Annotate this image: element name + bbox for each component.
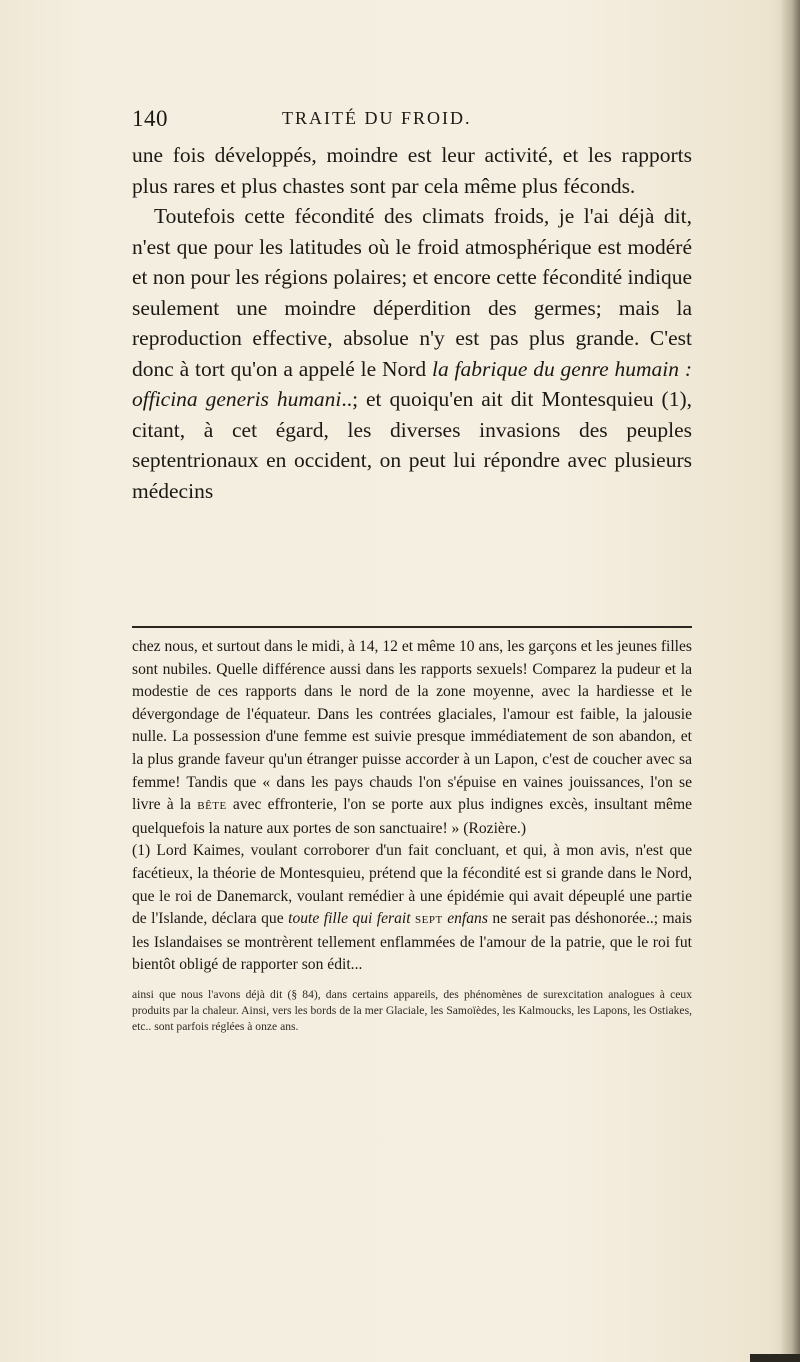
- paragraph-2-text-b: ..; et quoiqu'en ait dit Montesquieu (1), citant, à cet égard, les diverses invasions des peuples septentrionaux en occident, on peut lui répondre avec plusieurs médecins: [132, 387, 692, 503]
- footnote-1-text-b: ne serait pas déshonorée..; mais les Islandaises se montrèrent tellement enflammées de l'amour de la patrie, que le roi fut bientôt obligé de rapporter son édit...: [132, 910, 693, 974]
- footnote-small-caps-bete: BÊTE: [197, 800, 227, 813]
- paragraph-2-text-a: Toutefois cette fécondité des climats froids, je l'ai déjà dit, n'est que pour les latitudes où le froid atmosphérique est modéré et non pour les régions polaires; et encore cette fécondité indique seulement une moindre déperdition des germes; mais la reproduction effective, absolue n'y est pas plus grande. C'est donc à tort qu'on a appelé le Nord: [132, 204, 692, 381]
- footnote-continuation: [132, 636, 692, 840]
- paragraph-2-italic-quote: la fabrique du genre humain : officina generis humani: [132, 356, 692, 411]
- footnote-continuation-text-a: chez nous, et surtout dans le midi, à 14, 12 et même 10 ans, les garçons et les jeunes filles sont nubiles. Quelle différence aussi dans les rapports sexuels! Comparez la pudeur et la modestie de ces rapports dans le nord de la zone moyenne, avec la hardiesse et le dévergondage de l'équateur. Dans les contrées glaciales, l'amour est faible, la jalousie nulle. La possession d'une femme est suivie presque immédiatement de son abandon, et la plus grande faveur qu'un étranger puisse accorder à un Lapon, c'est de coucher avec sa femme! Tandis que « dans les pays chauds l'on s'épuise en vaines jouissances, l'on se livre à la: [132, 638, 692, 814]
- page-corner-mark: [750, 1354, 800, 1362]
- footnote-1-text-a: (1) Lord Kaimes, voulant corroborer d'un fait concluant, et qui, à mon avis, n'est que facétieux, la théorie de Montesquieu, prétend que la fécondité est si grande dans le Nord, que le roi de Danemarck, voulant remédier à une épidémie qui avait dépeuplé une partie de l'Islande, déclara que: [132, 842, 692, 928]
- footnote-1-small-caps-sept: SEPT: [415, 914, 443, 927]
- footnote-separator: [132, 626, 692, 628]
- page-edge-shadow: [780, 0, 800, 1362]
- page-header: [132, 106, 692, 134]
- footnote-1-italic-a: toute fille qui ferait: [288, 910, 411, 928]
- running-title: TRAITÉ DU FROID.: [282, 108, 472, 128]
- footnote-1-italic-b: enfans: [447, 910, 488, 928]
- paragraph-1: [132, 140, 692, 201]
- main-text: [132, 140, 692, 506]
- paragraph-1-text: une fois développés, moindre est leur activité, et les rapports plus rares et plus chastes sont par cela même plus féconds.: [132, 143, 692, 198]
- footnote-subnote: [132, 987, 692, 1035]
- footnote-subnote-text: ainsi que nous l'avons déjà dit (§ 84), dans certains appareils, des phénomènes de surexcitation analogues à ceux produits par la chaleur. Ainsi, vers les bords de la mer Glaciale, les Samoïèdes, les Kalmoucks, les Lapons, les Ostiakes, etc.. sont parfois réglées à onze ans.: [132, 987, 692, 1033]
- page-number: 140: [132, 106, 168, 131]
- footnote-continuation-text-b: avec effronterie, l'on se porte aux plus indignes excès, insultant même quelquefois la nature aux portes de son sanctuaire! » (Rozière.): [132, 796, 692, 837]
- paragraph-2: [132, 201, 692, 506]
- footnote-1: [132, 840, 692, 977]
- footnotes: [132, 636, 692, 1035]
